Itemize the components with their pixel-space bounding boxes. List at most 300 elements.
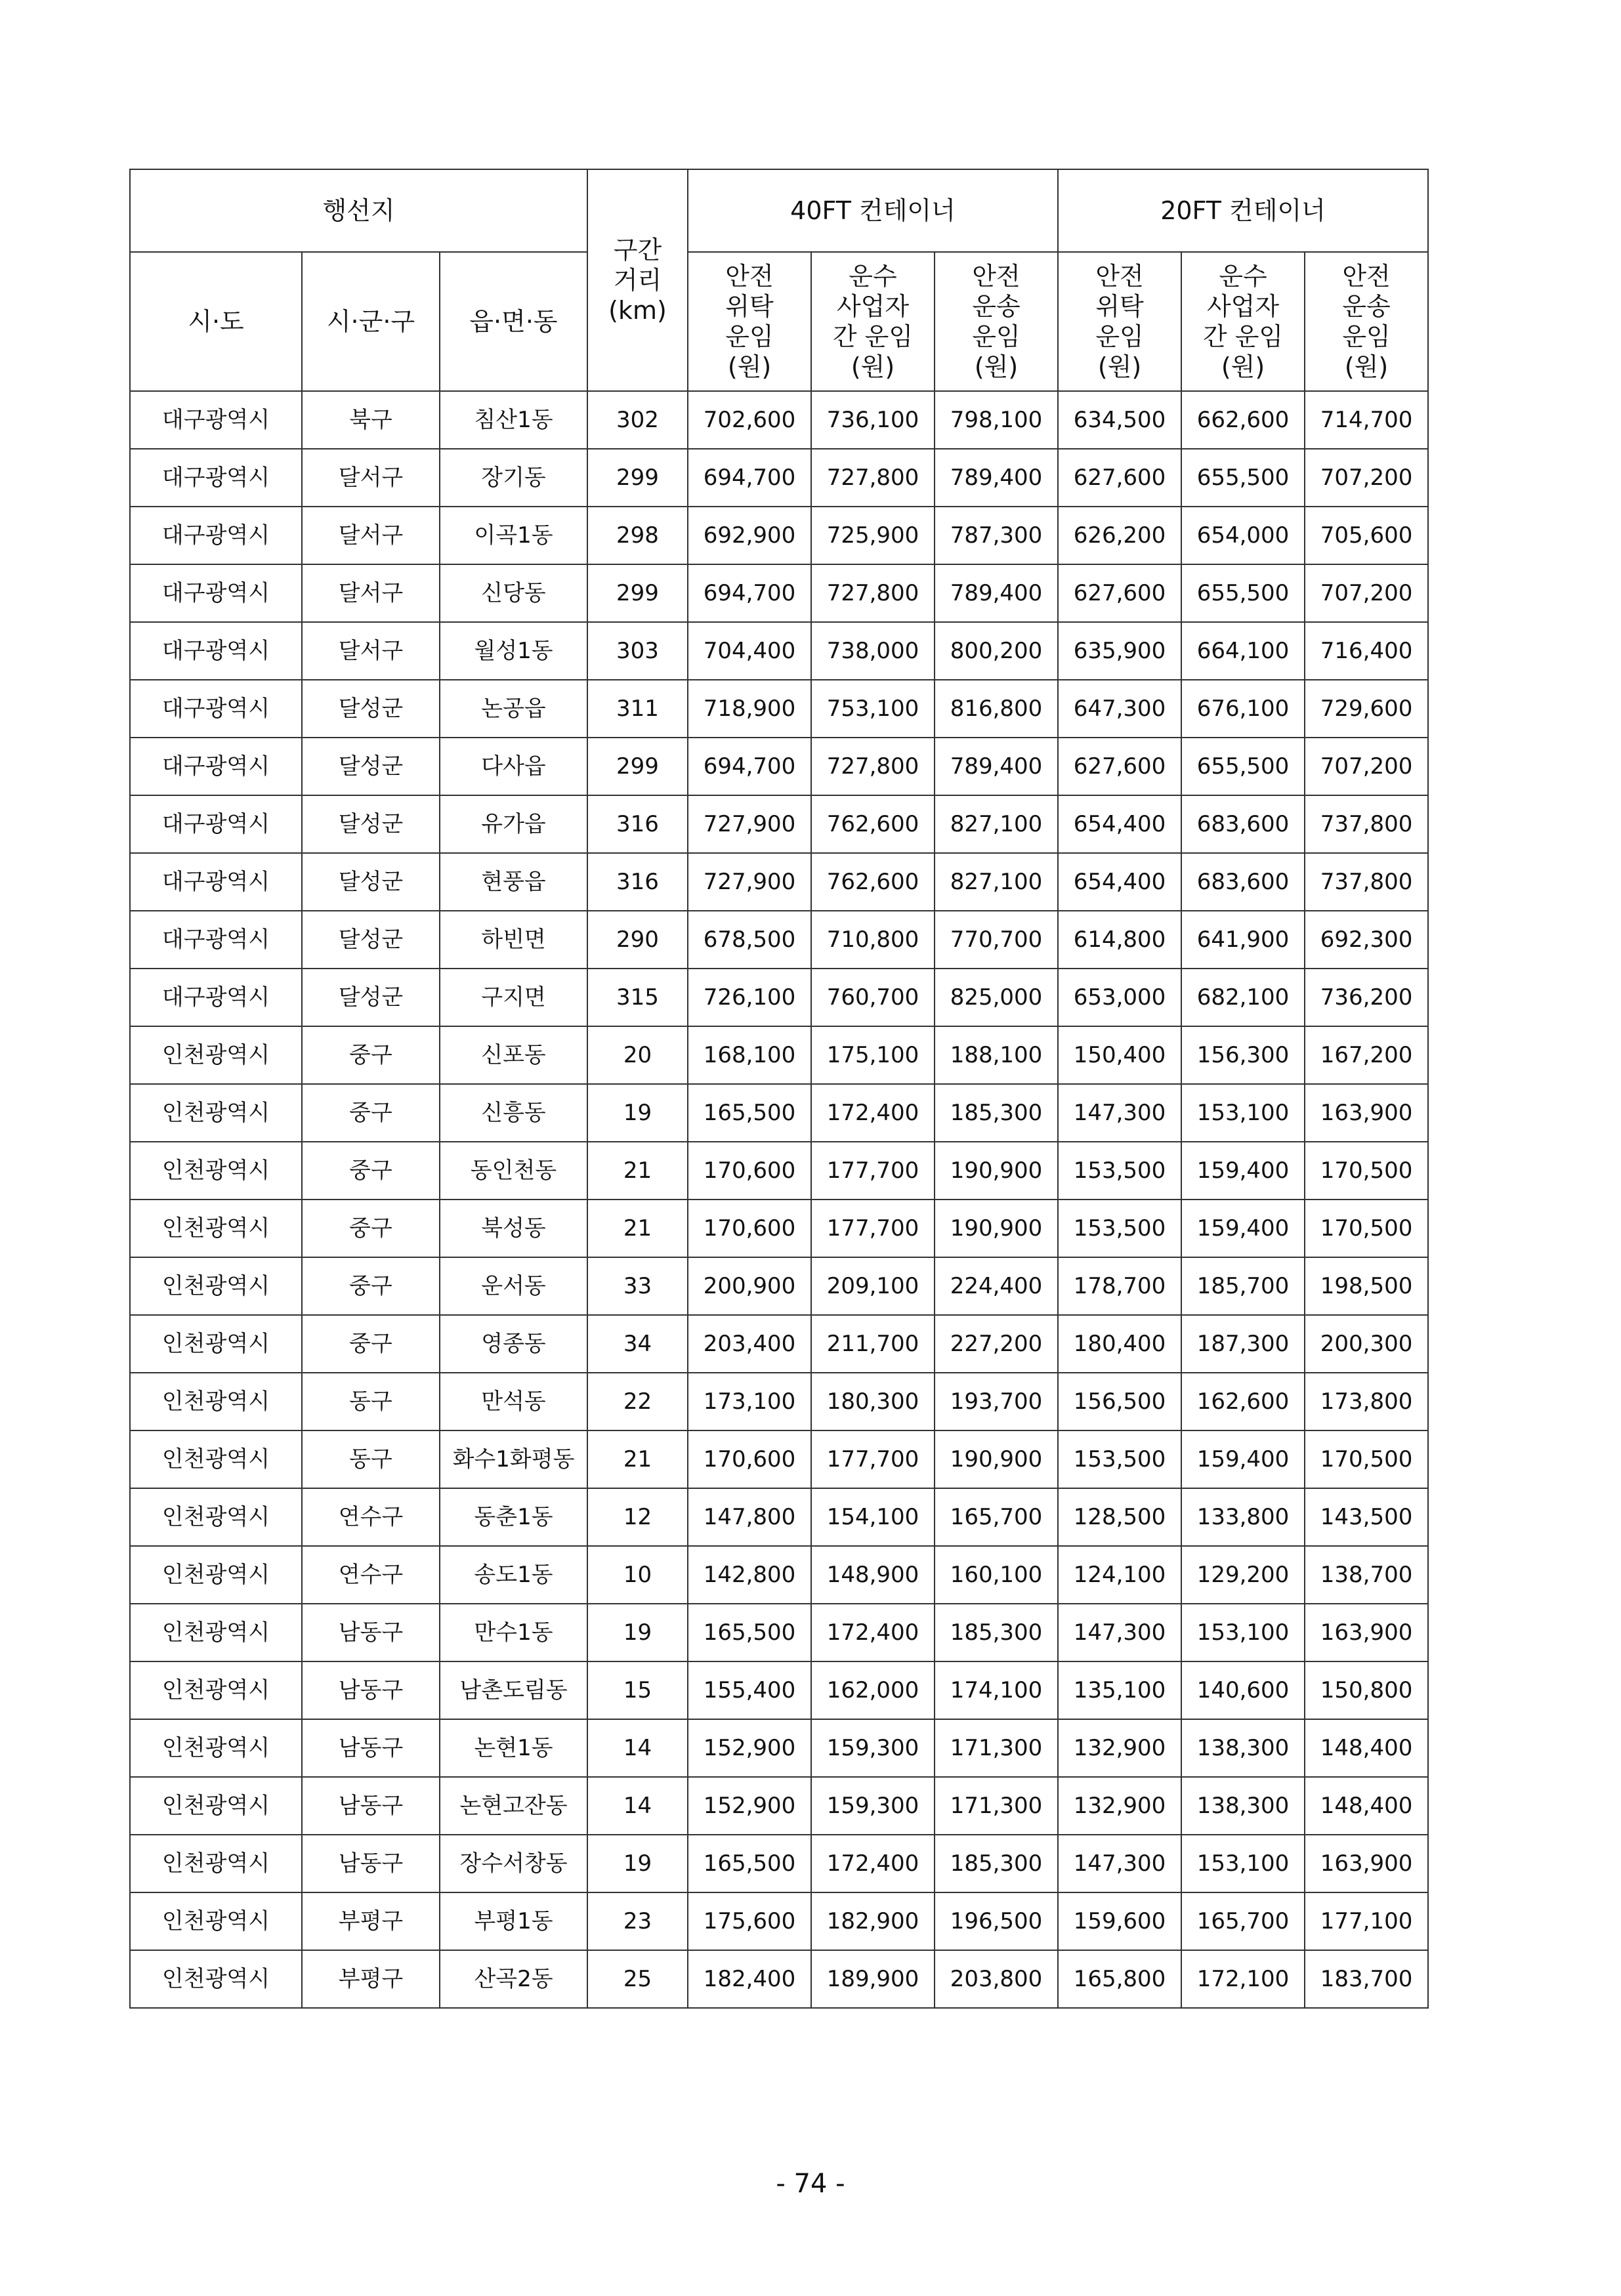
rate-20ft-safe-consign-cell: 132,900 bbox=[1058, 1777, 1181, 1835]
rate-40ft-carrier-cell: 189,900 bbox=[811, 1950, 935, 2008]
sido-cell: 대구광역시 bbox=[130, 853, 302, 911]
sigungu-cell: 남동구 bbox=[302, 1719, 440, 1777]
header-eupmyeondong: 읍·면·동 bbox=[440, 252, 587, 391]
sido-cell: 인천광역시 bbox=[130, 1661, 302, 1719]
rate-20ft-safe-consign-cell: 165,800 bbox=[1058, 1950, 1181, 2008]
rate-40ft-safe-consign-cell: 165,500 bbox=[688, 1835, 811, 1892]
rate-20ft-safe-transport-cell: 167,200 bbox=[1305, 1026, 1428, 1084]
table-row bbox=[130, 969, 1428, 1026]
sigungu-cell: 남동구 bbox=[302, 1604, 440, 1661]
rate-40ft-safe-transport-cell: 816,800 bbox=[935, 680, 1058, 738]
rate-20ft-carrier-cell: 185,700 bbox=[1181, 1257, 1305, 1315]
distance-cell: 33 bbox=[587, 1257, 688, 1315]
rate-40ft-safe-consign-cell: 170,600 bbox=[688, 1142, 811, 1200]
distance-cell: 299 bbox=[587, 564, 688, 622]
distance-cell: 316 bbox=[587, 853, 688, 911]
eupmyeondong-cell: 만석동 bbox=[440, 1373, 587, 1430]
table-row bbox=[130, 738, 1428, 795]
rate-20ft-safe-consign-cell: 124,100 bbox=[1058, 1546, 1181, 1604]
header-40ft-safe-consign-rate: 안전 위탁 운임 (원) bbox=[688, 252, 811, 391]
rate-40ft-safe-transport-cell: 800,200 bbox=[935, 622, 1058, 680]
rate-40ft-safe-consign-cell: 152,900 bbox=[688, 1777, 811, 1835]
eupmyeondong-cell: 남촌도림동 bbox=[440, 1661, 587, 1719]
rate-20ft-carrier-cell: 654,000 bbox=[1181, 507, 1305, 564]
rate-20ft-safe-transport-cell: 163,900 bbox=[1305, 1604, 1428, 1661]
eupmyeondong-cell: 부평1동 bbox=[440, 1892, 587, 1950]
rate-40ft-carrier-cell: 727,800 bbox=[811, 738, 935, 795]
rate-40ft-safe-transport-cell: 789,400 bbox=[935, 738, 1058, 795]
header-distance: 구간 거리 (km) bbox=[587, 169, 688, 391]
distance-cell: 20 bbox=[587, 1026, 688, 1084]
rate-20ft-safe-transport-cell: 692,300 bbox=[1305, 911, 1428, 969]
rate-40ft-safe-transport-cell: 203,800 bbox=[935, 1950, 1058, 2008]
table-row bbox=[130, 1142, 1428, 1200]
rate-20ft-safe-consign-cell: 627,600 bbox=[1058, 564, 1181, 622]
rate-40ft-safe-transport-cell: 787,300 bbox=[935, 507, 1058, 564]
eupmyeondong-cell: 다사읍 bbox=[440, 738, 587, 795]
rate-40ft-carrier-cell: 762,600 bbox=[811, 853, 935, 911]
rate-40ft-carrier-cell: 177,700 bbox=[811, 1430, 935, 1488]
table-row bbox=[130, 1373, 1428, 1430]
eupmyeondong-cell: 논현고잔동 bbox=[440, 1777, 587, 1835]
distance-cell: 25 bbox=[587, 1950, 688, 2008]
sigungu-cell: 부평구 bbox=[302, 1892, 440, 1950]
rate-40ft-safe-transport-cell: 798,100 bbox=[935, 391, 1058, 449]
distance-cell: 23 bbox=[587, 1892, 688, 1950]
sido-cell: 대구광역시 bbox=[130, 738, 302, 795]
eupmyeondong-cell: 침산1동 bbox=[440, 391, 587, 449]
table-row bbox=[130, 564, 1428, 622]
eupmyeondong-cell: 하빈면 bbox=[440, 911, 587, 969]
rate-40ft-carrier-cell: 175,100 bbox=[811, 1026, 935, 1084]
table-row bbox=[130, 1604, 1428, 1661]
rate-20ft-safe-transport-cell: 170,500 bbox=[1305, 1200, 1428, 1257]
rate-40ft-safe-consign-cell: 165,500 bbox=[688, 1084, 811, 1142]
rate-20ft-safe-consign-cell: 180,400 bbox=[1058, 1315, 1181, 1373]
rate-20ft-safe-consign-cell: 635,900 bbox=[1058, 622, 1181, 680]
rate-20ft-safe-transport-cell: 714,700 bbox=[1305, 391, 1428, 449]
sigungu-cell: 남동구 bbox=[302, 1661, 440, 1719]
sigungu-cell: 중구 bbox=[302, 1257, 440, 1315]
sigungu-cell: 동구 bbox=[302, 1373, 440, 1430]
rate-20ft-safe-consign-cell: 147,300 bbox=[1058, 1835, 1181, 1892]
rate-20ft-carrier-cell: 683,600 bbox=[1181, 795, 1305, 853]
distance-cell: 299 bbox=[587, 738, 688, 795]
rate-40ft-safe-consign-cell: 142,800 bbox=[688, 1546, 811, 1604]
sigungu-cell: 달서구 bbox=[302, 564, 440, 622]
sigungu-cell: 중구 bbox=[302, 1315, 440, 1373]
sigungu-cell: 연수구 bbox=[302, 1546, 440, 1604]
table-row bbox=[130, 1950, 1428, 2008]
rate-20ft-carrier-cell: 655,500 bbox=[1181, 564, 1305, 622]
table-row bbox=[130, 795, 1428, 853]
rate-40ft-carrier-cell: 211,700 bbox=[811, 1315, 935, 1373]
sido-cell: 인천광역시 bbox=[130, 1373, 302, 1430]
rate-40ft-safe-consign-cell: 175,600 bbox=[688, 1892, 811, 1950]
table-row bbox=[130, 449, 1428, 507]
sigungu-cell: 달성군 bbox=[302, 738, 440, 795]
rate-40ft-safe-transport-cell: 825,000 bbox=[935, 969, 1058, 1026]
eupmyeondong-cell: 월성1동 bbox=[440, 622, 587, 680]
rate-20ft-carrier-cell: 683,600 bbox=[1181, 853, 1305, 911]
sido-cell: 대구광역시 bbox=[130, 795, 302, 853]
rate-20ft-carrier-cell: 153,100 bbox=[1181, 1835, 1305, 1892]
eupmyeondong-cell: 현풍읍 bbox=[440, 853, 587, 911]
sigungu-cell: 동구 bbox=[302, 1430, 440, 1488]
sido-cell: 대구광역시 bbox=[130, 391, 302, 449]
rate-20ft-carrier-cell: 138,300 bbox=[1181, 1719, 1305, 1777]
rate-20ft-safe-consign-cell: 178,700 bbox=[1058, 1257, 1181, 1315]
rate-20ft-safe-transport-cell: 707,200 bbox=[1305, 738, 1428, 795]
rate-20ft-safe-consign-cell: 153,500 bbox=[1058, 1430, 1181, 1488]
rate-40ft-carrier-cell: 738,000 bbox=[811, 622, 935, 680]
rate-40ft-safe-consign-cell: 200,900 bbox=[688, 1257, 811, 1315]
sigungu-cell: 중구 bbox=[302, 1142, 440, 1200]
distance-cell: 15 bbox=[587, 1661, 688, 1719]
page-number: - 74 - bbox=[776, 2169, 845, 2199]
rate-40ft-safe-transport-cell: 193,700 bbox=[935, 1373, 1058, 1430]
rate-20ft-carrier-cell: 165,700 bbox=[1181, 1892, 1305, 1950]
eupmyeondong-cell: 이곡1동 bbox=[440, 507, 587, 564]
rate-40ft-safe-consign-cell: 165,500 bbox=[688, 1604, 811, 1661]
rate-20ft-carrier-cell: 159,400 bbox=[1181, 1430, 1305, 1488]
rate-40ft-safe-transport-cell: 190,900 bbox=[935, 1142, 1058, 1200]
rate-20ft-safe-transport-cell: 736,200 bbox=[1305, 969, 1428, 1026]
rate-20ft-safe-transport-cell: 707,200 bbox=[1305, 564, 1428, 622]
rate-20ft-safe-consign-cell: 153,500 bbox=[1058, 1142, 1181, 1200]
rate-40ft-carrier-cell: 177,700 bbox=[811, 1200, 935, 1257]
rate-20ft-safe-consign-cell: 150,400 bbox=[1058, 1026, 1181, 1084]
rate-40ft-safe-consign-cell: 168,100 bbox=[688, 1026, 811, 1084]
table-body bbox=[130, 391, 1428, 2008]
header-sido: 시·도 bbox=[130, 252, 302, 391]
eupmyeondong-cell: 산곡2동 bbox=[440, 1950, 587, 2008]
distance-cell: 10 bbox=[587, 1546, 688, 1604]
rate-40ft-safe-consign-cell: 694,700 bbox=[688, 449, 811, 507]
rate-40ft-carrier-cell: 727,800 bbox=[811, 564, 935, 622]
eupmyeondong-cell: 운서동 bbox=[440, 1257, 587, 1315]
eupmyeondong-cell: 신당동 bbox=[440, 564, 587, 622]
sigungu-cell: 연수구 bbox=[302, 1488, 440, 1546]
sido-cell: 인천광역시 bbox=[130, 1430, 302, 1488]
rate-40ft-safe-transport-cell: 789,400 bbox=[935, 564, 1058, 622]
table-row bbox=[130, 1661, 1428, 1719]
rate-40ft-safe-consign-cell: 155,400 bbox=[688, 1661, 811, 1719]
rate-20ft-safe-transport-cell: 198,500 bbox=[1305, 1257, 1428, 1315]
rate-20ft-carrier-cell: 159,400 bbox=[1181, 1142, 1305, 1200]
distance-cell: 22 bbox=[587, 1373, 688, 1430]
table-row bbox=[130, 853, 1428, 911]
distance-cell: 14 bbox=[587, 1719, 688, 1777]
distance-cell: 34 bbox=[587, 1315, 688, 1373]
rate-20ft-carrier-cell: 162,600 bbox=[1181, 1373, 1305, 1430]
rate-20ft-carrier-cell: 676,100 bbox=[1181, 680, 1305, 738]
rate-40ft-safe-consign-cell: 678,500 bbox=[688, 911, 811, 969]
rate-20ft-safe-transport-cell: 163,900 bbox=[1305, 1835, 1428, 1892]
rate-40ft-carrier-cell: 177,700 bbox=[811, 1142, 935, 1200]
sido-cell: 인천광역시 bbox=[130, 1892, 302, 1950]
header-40ft-container: 40FT 컨테이너 bbox=[688, 169, 1058, 252]
rate-40ft-safe-consign-cell: 203,400 bbox=[688, 1315, 811, 1373]
rate-20ft-safe-transport-cell: 170,500 bbox=[1305, 1430, 1428, 1488]
rate-20ft-carrier-cell: 153,100 bbox=[1181, 1604, 1305, 1661]
header-20ft-carrier-rate: 운수 사업자 간 운임 (원) bbox=[1181, 252, 1305, 391]
rate-40ft-carrier-cell: 760,700 bbox=[811, 969, 935, 1026]
sigungu-cell: 달서구 bbox=[302, 622, 440, 680]
rate-20ft-carrier-cell: 156,300 bbox=[1181, 1026, 1305, 1084]
rate-40ft-safe-consign-cell: 173,100 bbox=[688, 1373, 811, 1430]
header-destination: 행선지 bbox=[130, 169, 587, 252]
sido-cell: 대구광역시 bbox=[130, 564, 302, 622]
sigungu-cell: 남동구 bbox=[302, 1835, 440, 1892]
rate-40ft-safe-transport-cell: 185,300 bbox=[935, 1835, 1058, 1892]
eupmyeondong-cell: 동춘1동 bbox=[440, 1488, 587, 1546]
rate-20ft-safe-consign-cell: 634,500 bbox=[1058, 391, 1181, 449]
eupmyeondong-cell: 북성동 bbox=[440, 1200, 587, 1257]
distance-cell: 21 bbox=[587, 1430, 688, 1488]
rate-20ft-safe-transport-cell: 737,800 bbox=[1305, 853, 1428, 911]
eupmyeondong-cell: 신포동 bbox=[440, 1026, 587, 1084]
sido-cell: 인천광역시 bbox=[130, 1835, 302, 1892]
distance-cell: 299 bbox=[587, 449, 688, 507]
eupmyeondong-cell: 신흥동 bbox=[440, 1084, 587, 1142]
sigungu-cell: 중구 bbox=[302, 1026, 440, 1084]
rate-40ft-safe-transport-cell: 171,300 bbox=[935, 1719, 1058, 1777]
eupmyeondong-cell: 만수1동 bbox=[440, 1604, 587, 1661]
rate-40ft-safe-transport-cell: 827,100 bbox=[935, 853, 1058, 911]
eupmyeondong-cell: 송도1동 bbox=[440, 1546, 587, 1604]
rate-20ft-carrier-cell: 159,400 bbox=[1181, 1200, 1305, 1257]
rate-40ft-carrier-cell: 172,400 bbox=[811, 1084, 935, 1142]
sigungu-cell: 달성군 bbox=[302, 853, 440, 911]
eupmyeondong-cell: 논현1동 bbox=[440, 1719, 587, 1777]
sigungu-cell: 달서구 bbox=[302, 449, 440, 507]
table-row bbox=[130, 1835, 1428, 1892]
sido-cell: 대구광역시 bbox=[130, 449, 302, 507]
sido-cell: 인천광역시 bbox=[130, 1777, 302, 1835]
sigungu-cell: 달성군 bbox=[302, 795, 440, 853]
distance-cell: 21 bbox=[587, 1142, 688, 1200]
sido-cell: 인천광역시 bbox=[130, 1257, 302, 1315]
sigungu-cell: 달서구 bbox=[302, 507, 440, 564]
distance-cell: 19 bbox=[587, 1835, 688, 1892]
table-row bbox=[130, 1892, 1428, 1950]
rate-40ft-carrier-cell: 159,300 bbox=[811, 1777, 935, 1835]
rate-40ft-carrier-cell: 753,100 bbox=[811, 680, 935, 738]
rate-40ft-carrier-cell: 180,300 bbox=[811, 1373, 935, 1430]
table-row bbox=[130, 1777, 1428, 1835]
freight-rate-table bbox=[129, 169, 1429, 2009]
rate-40ft-safe-transport-cell: 171,300 bbox=[935, 1777, 1058, 1835]
distance-cell: 302 bbox=[587, 391, 688, 449]
sigungu-cell: 중구 bbox=[302, 1084, 440, 1142]
rate-20ft-safe-consign-cell: 135,100 bbox=[1058, 1661, 1181, 1719]
rate-40ft-safe-consign-cell: 170,600 bbox=[688, 1200, 811, 1257]
rate-40ft-safe-transport-cell: 185,300 bbox=[935, 1604, 1058, 1661]
sigungu-cell: 부평구 bbox=[302, 1950, 440, 2008]
sido-cell: 인천광역시 bbox=[130, 1719, 302, 1777]
rate-40ft-safe-transport-cell: 770,700 bbox=[935, 911, 1058, 969]
rate-20ft-safe-transport-cell: 200,300 bbox=[1305, 1315, 1428, 1373]
sido-cell: 인천광역시 bbox=[130, 1546, 302, 1604]
sigungu-cell: 남동구 bbox=[302, 1777, 440, 1835]
rate-40ft-carrier-cell: 725,900 bbox=[811, 507, 935, 564]
distance-cell: 311 bbox=[587, 680, 688, 738]
table-row bbox=[130, 1084, 1428, 1142]
rate-20ft-carrier-cell: 641,900 bbox=[1181, 911, 1305, 969]
rate-40ft-safe-transport-cell: 174,100 bbox=[935, 1661, 1058, 1719]
table-row bbox=[130, 1719, 1428, 1777]
rate-20ft-carrier-cell: 133,800 bbox=[1181, 1488, 1305, 1546]
distance-cell: 21 bbox=[587, 1200, 688, 1257]
rate-40ft-safe-consign-cell: 152,900 bbox=[688, 1719, 811, 1777]
table-row bbox=[130, 622, 1428, 680]
sido-cell: 대구광역시 bbox=[130, 622, 302, 680]
rate-20ft-safe-transport-cell: 163,900 bbox=[1305, 1084, 1428, 1142]
distance-cell: 19 bbox=[587, 1604, 688, 1661]
eupmyeondong-cell: 장기동 bbox=[440, 449, 587, 507]
rate-20ft-safe-consign-cell: 627,600 bbox=[1058, 738, 1181, 795]
table-row bbox=[130, 1430, 1428, 1488]
rate-20ft-safe-transport-cell: 148,400 bbox=[1305, 1777, 1428, 1835]
rate-20ft-safe-transport-cell: 148,400 bbox=[1305, 1719, 1428, 1777]
rate-40ft-carrier-cell: 159,300 bbox=[811, 1719, 935, 1777]
eupmyeondong-cell: 장수서창동 bbox=[440, 1835, 587, 1892]
rate-40ft-safe-consign-cell: 182,400 bbox=[688, 1950, 811, 2008]
rate-20ft-safe-consign-cell: 128,500 bbox=[1058, 1488, 1181, 1546]
table-row bbox=[130, 1546, 1428, 1604]
rate-40ft-safe-transport-cell: 227,200 bbox=[935, 1315, 1058, 1373]
rate-20ft-safe-transport-cell: 143,500 bbox=[1305, 1488, 1428, 1546]
distance-cell: 12 bbox=[587, 1488, 688, 1546]
rate-40ft-carrier-cell: 710,800 bbox=[811, 911, 935, 969]
rate-40ft-safe-consign-cell: 170,600 bbox=[688, 1430, 811, 1488]
rate-20ft-safe-transport-cell: 183,700 bbox=[1305, 1950, 1428, 2008]
sigungu-cell: 달성군 bbox=[302, 969, 440, 1026]
distance-cell: 303 bbox=[587, 622, 688, 680]
sido-cell: 대구광역시 bbox=[130, 911, 302, 969]
rate-20ft-safe-transport-cell: 170,500 bbox=[1305, 1142, 1428, 1200]
rate-40ft-carrier-cell: 172,400 bbox=[811, 1835, 935, 1892]
sido-cell: 인천광역시 bbox=[130, 1604, 302, 1661]
rate-20ft-safe-consign-cell: 653,000 bbox=[1058, 969, 1181, 1026]
sido-cell: 인천광역시 bbox=[130, 1026, 302, 1084]
rate-20ft-safe-transport-cell: 177,100 bbox=[1305, 1892, 1428, 1950]
rate-40ft-safe-transport-cell: 160,100 bbox=[935, 1546, 1058, 1604]
sigungu-cell: 달성군 bbox=[302, 680, 440, 738]
rate-40ft-carrier-cell: 727,800 bbox=[811, 449, 935, 507]
rate-20ft-safe-transport-cell: 705,600 bbox=[1305, 507, 1428, 564]
rate-40ft-safe-transport-cell: 789,400 bbox=[935, 449, 1058, 507]
rate-20ft-safe-transport-cell: 150,800 bbox=[1305, 1661, 1428, 1719]
distance-cell: 315 bbox=[587, 969, 688, 1026]
table-row bbox=[130, 1026, 1428, 1084]
rate-20ft-safe-consign-cell: 159,600 bbox=[1058, 1892, 1181, 1950]
rate-20ft-carrier-cell: 655,500 bbox=[1181, 738, 1305, 795]
header-20ft-container: 20FT 컨테이너 bbox=[1058, 169, 1428, 252]
rate-20ft-safe-consign-cell: 654,400 bbox=[1058, 795, 1181, 853]
rate-20ft-carrier-cell: 172,100 bbox=[1181, 1950, 1305, 2008]
rate-40ft-safe-consign-cell: 702,600 bbox=[688, 391, 811, 449]
header-20ft-safe-transport-rate: 안전 운송 운임 (원) bbox=[1305, 252, 1428, 391]
rate-40ft-carrier-cell: 162,000 bbox=[811, 1661, 935, 1719]
rate-40ft-safe-consign-cell: 726,100 bbox=[688, 969, 811, 1026]
rate-20ft-safe-consign-cell: 147,300 bbox=[1058, 1604, 1181, 1661]
rate-20ft-carrier-cell: 655,500 bbox=[1181, 449, 1305, 507]
sido-cell: 인천광역시 bbox=[130, 1084, 302, 1142]
table-row bbox=[130, 1257, 1428, 1315]
header-40ft-safe-transport-rate: 안전 운송 운임 (원) bbox=[935, 252, 1058, 391]
rate-20ft-carrier-cell: 153,100 bbox=[1181, 1084, 1305, 1142]
rate-40ft-safe-transport-cell: 224,400 bbox=[935, 1257, 1058, 1315]
rate-20ft-safe-consign-cell: 627,600 bbox=[1058, 449, 1181, 507]
rate-20ft-safe-consign-cell: 626,200 bbox=[1058, 507, 1181, 564]
rate-20ft-carrier-cell: 662,600 bbox=[1181, 391, 1305, 449]
distance-cell: 14 bbox=[587, 1777, 688, 1835]
rate-40ft-carrier-cell: 182,900 bbox=[811, 1892, 935, 1950]
rate-40ft-safe-consign-cell: 694,700 bbox=[688, 564, 811, 622]
rate-20ft-safe-transport-cell: 716,400 bbox=[1305, 622, 1428, 680]
rate-20ft-safe-consign-cell: 647,300 bbox=[1058, 680, 1181, 738]
rate-20ft-carrier-cell: 138,300 bbox=[1181, 1777, 1305, 1835]
rate-20ft-carrier-cell: 682,100 bbox=[1181, 969, 1305, 1026]
sido-cell: 인천광역시 bbox=[130, 1488, 302, 1546]
sido-cell: 인천광역시 bbox=[130, 1950, 302, 2008]
eupmyeondong-cell: 화수1화평동 bbox=[440, 1430, 587, 1488]
rate-20ft-carrier-cell: 140,600 bbox=[1181, 1661, 1305, 1719]
rate-20ft-safe-transport-cell: 737,800 bbox=[1305, 795, 1428, 853]
rate-40ft-safe-consign-cell: 147,800 bbox=[688, 1488, 811, 1546]
rate-20ft-carrier-cell: 664,100 bbox=[1181, 622, 1305, 680]
rate-40ft-safe-consign-cell: 692,900 bbox=[688, 507, 811, 564]
sigungu-cell: 중구 bbox=[302, 1200, 440, 1257]
table-row bbox=[130, 680, 1428, 738]
table-row bbox=[130, 1315, 1428, 1373]
table-row bbox=[130, 391, 1428, 449]
rate-40ft-safe-transport-cell: 190,900 bbox=[935, 1200, 1058, 1257]
distance-cell: 316 bbox=[587, 795, 688, 853]
eupmyeondong-cell: 동인천동 bbox=[440, 1142, 587, 1200]
rate-40ft-safe-transport-cell: 165,700 bbox=[935, 1488, 1058, 1546]
eupmyeondong-cell: 논공읍 bbox=[440, 680, 587, 738]
rate-20ft-safe-consign-cell: 156,500 bbox=[1058, 1373, 1181, 1430]
header-sigungu: 시·군·구 bbox=[302, 252, 440, 391]
table-row bbox=[130, 1200, 1428, 1257]
rate-40ft-safe-consign-cell: 727,900 bbox=[688, 853, 811, 911]
rate-20ft-safe-consign-cell: 132,900 bbox=[1058, 1719, 1181, 1777]
rate-20ft-safe-consign-cell: 614,800 bbox=[1058, 911, 1181, 969]
rate-40ft-safe-transport-cell: 188,100 bbox=[935, 1026, 1058, 1084]
header-40ft-carrier-rate: 운수 사업자 간 운임 (원) bbox=[811, 252, 935, 391]
rate-40ft-carrier-cell: 762,600 bbox=[811, 795, 935, 853]
rate-40ft-carrier-cell: 154,100 bbox=[811, 1488, 935, 1546]
rate-20ft-safe-transport-cell: 138,700 bbox=[1305, 1546, 1428, 1604]
rate-20ft-safe-consign-cell: 153,500 bbox=[1058, 1200, 1181, 1257]
sido-cell: 대구광역시 bbox=[130, 507, 302, 564]
rate-40ft-safe-consign-cell: 704,400 bbox=[688, 622, 811, 680]
sido-cell: 대구광역시 bbox=[130, 969, 302, 1026]
distance-cell: 298 bbox=[587, 507, 688, 564]
sigungu-cell: 북구 bbox=[302, 391, 440, 449]
header-20ft-safe-consign-rate: 안전 위탁 운임 (원) bbox=[1058, 252, 1181, 391]
rate-20ft-carrier-cell: 129,200 bbox=[1181, 1546, 1305, 1604]
rate-20ft-safe-transport-cell: 707,200 bbox=[1305, 449, 1428, 507]
sigungu-cell: 달성군 bbox=[302, 911, 440, 969]
rate-20ft-carrier-cell: 187,300 bbox=[1181, 1315, 1305, 1373]
distance-cell: 19 bbox=[587, 1084, 688, 1142]
rate-40ft-carrier-cell: 209,100 bbox=[811, 1257, 935, 1315]
table-row bbox=[130, 911, 1428, 969]
